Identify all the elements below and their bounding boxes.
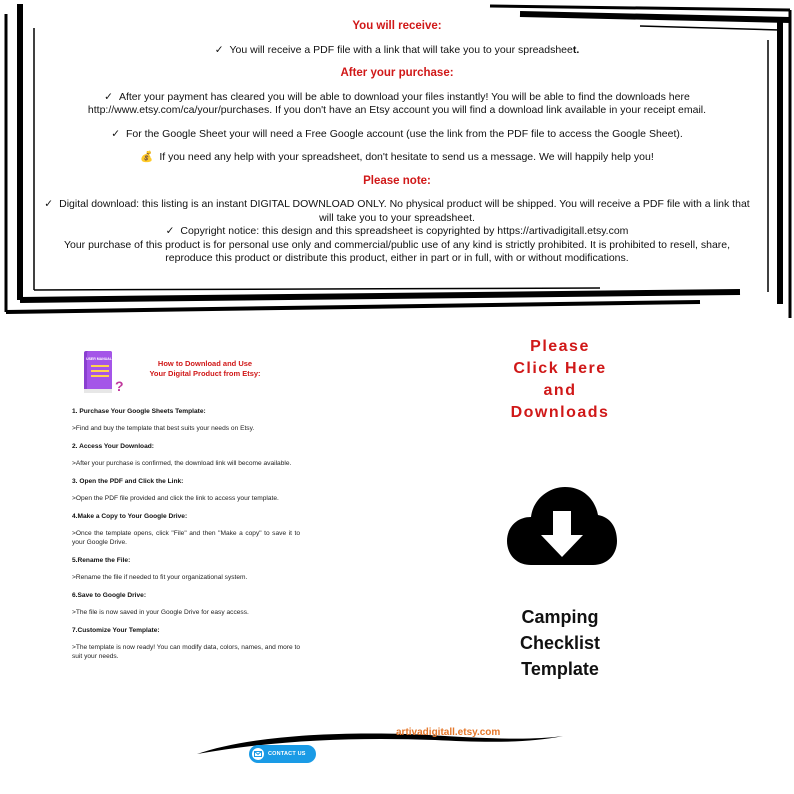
step-title: 2. Access Your Download: bbox=[72, 443, 154, 450]
check-icon: ✓ bbox=[214, 43, 224, 56]
step-body: >Once the template opens, click "File" and then "Make a copy" to save it to your Google Drive. bbox=[72, 530, 300, 546]
step-title: 7.Customize Your Template: bbox=[72, 627, 160, 634]
guide-title: How to Download and Use Your Digital Product from Etsy: bbox=[149, 359, 261, 378]
check-icon: ✓ bbox=[104, 90, 113, 103]
step-body: >Open the PDF file provided and click the link to access your template. bbox=[72, 495, 279, 502]
after-purchase-heading: After your purchase: bbox=[340, 67, 454, 79]
cloud-download-icon[interactable] bbox=[505, 485, 619, 567]
step-title: 3. Open the PDF and Click the Link: bbox=[72, 478, 184, 485]
contact-us-label: CONTACT US bbox=[268, 751, 306, 757]
receive-text: ✓ You will receive a PDF file with a link that will take you to your spreadsheet. bbox=[214, 43, 580, 56]
check-icon: ✓ bbox=[111, 127, 120, 140]
after-item-google: ✓ For the Google Sheet your will need a Free Google account (use the link from the PDF file to access the Google Sheet). bbox=[111, 127, 683, 140]
info-panel bbox=[40, 20, 754, 266]
step-body: >The file is now saved in your Google Drive for easy access. bbox=[72, 609, 249, 616]
step-title: 6.Save to Google Drive: bbox=[72, 592, 147, 599]
check-icon: ✓ bbox=[165, 225, 175, 237]
contact-us-button[interactable] bbox=[249, 745, 316, 763]
note-usage: Your purchase of this product is for personal use only and commercial/public use of any kind is strictly prohibited. It is prohibited to resell, share, reproduce this product or distribute this product, either in part or in full, with or without modifications. bbox=[63, 238, 731, 264]
shop-link[interactable]: artivadigitall.etsy.com bbox=[396, 727, 501, 738]
click-here-downloads[interactable]: Please Click Here and Downloads bbox=[510, 338, 610, 421]
mail-icon bbox=[252, 748, 264, 760]
product-title: Camping Checklist Template bbox=[519, 607, 601, 679]
please-note-heading: Please note: bbox=[363, 174, 431, 187]
book-cover-text: USER MANUAL bbox=[86, 357, 112, 361]
step-body: >Rename the file if needed to fit your organizational system. bbox=[72, 574, 248, 581]
after-item-download: ✓ After your payment has cleared you will be able to download your files instantly! You will be able to find the downloads here http://www.etsy.com/ca/your/purchases. If you don't have an Etsy account you will find a download link available in your receipt email. bbox=[87, 90, 707, 116]
after-item-help: 💰 If you need any help with your spreadsheet, don't hesitate to send us a message. We will happily help you! bbox=[140, 151, 654, 163]
guide-steps bbox=[72, 407, 300, 670]
check-icon: ✓ bbox=[44, 198, 54, 210]
note-digital: ✓ Digital download: this listing is an instant DIGITAL DOWNLOAD ONLY. No physical product will be shipped. You will receive a PDF file with a link that will take you to your spreadsheet. bbox=[44, 198, 750, 224]
money-bag-icon: 💰 bbox=[140, 151, 154, 163]
step-body: >The template is now ready! You can modify data, colors, names, and more to suit your needs. bbox=[72, 644, 300, 660]
step-body: >After your purchase is confirmed, the download link will become available. bbox=[72, 460, 292, 467]
step-title: 5.Rename the File: bbox=[72, 557, 131, 564]
step-title: 4.Make a Copy to Your Google Drive: bbox=[72, 513, 188, 520]
step-title: 1. Purchase Your Google Sheets Template: bbox=[72, 408, 206, 415]
receive-heading: You will receive: bbox=[352, 20, 442, 32]
svg-text:?: ? bbox=[115, 378, 124, 394]
step-body: >Find and buy the template that best suits your needs on Etsy. bbox=[72, 425, 255, 432]
note-copyright: ✓ Copyright notice: this design and this spreadsheet is copyrighted by https://artivadigitall.etsy.com bbox=[165, 225, 629, 237]
user-manual-book-icon bbox=[82, 349, 124, 397]
